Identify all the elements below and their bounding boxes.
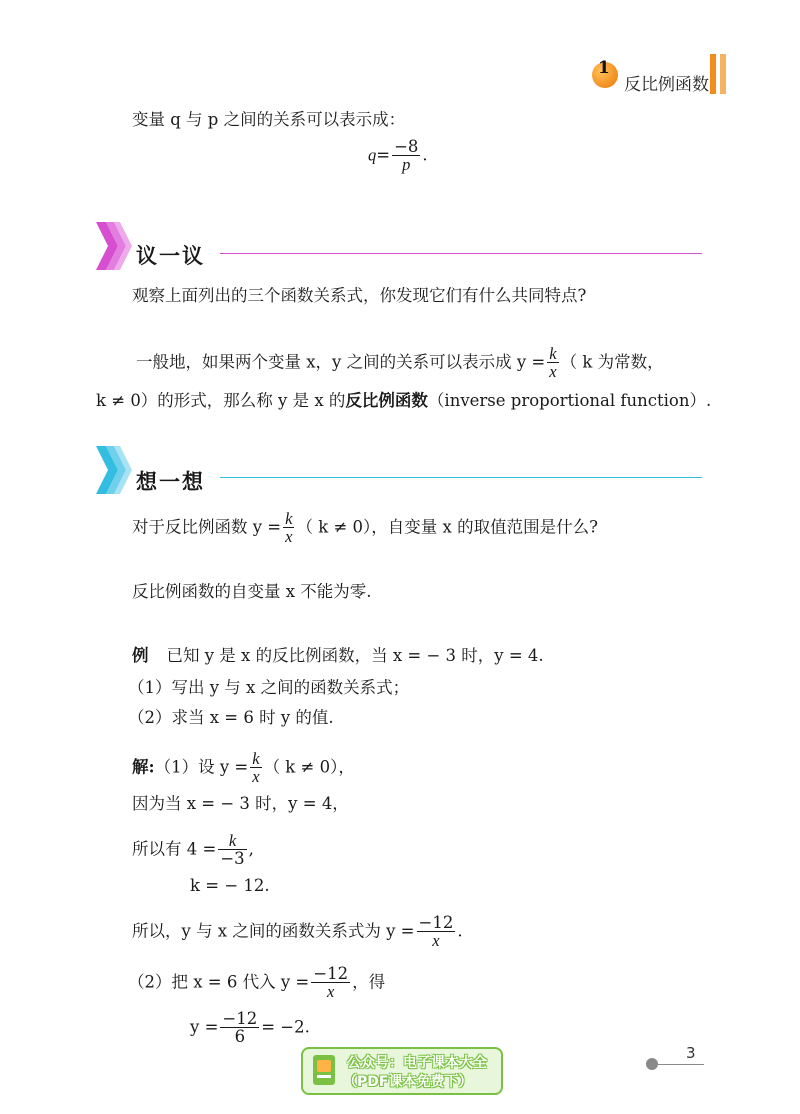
think-rule [220, 477, 702, 478]
solution-step3-denominator: −3 [220, 849, 245, 869]
solution-step1-numerator: k [252, 749, 260, 768]
solution-step1 [132, 750, 355, 786]
definition-term: 反比例函数 [345, 391, 428, 410]
book-icon [313, 1055, 335, 1085]
solution-step1-denominator: x [252, 767, 260, 787]
discuss-title: 议一议 [136, 243, 205, 268]
page-number-rule [658, 1064, 704, 1065]
think-denominator: x [285, 527, 293, 547]
eq-equals: = [376, 145, 391, 165]
think-answer: 反比例函数的自变量 x 不能为零. [132, 582, 372, 601]
discuss-chevron-icon [96, 222, 132, 270]
solution-step7-b: = −2. [261, 1017, 310, 1037]
solution-step7-numerator: −12 [222, 1009, 258, 1028]
eq-period: . [422, 145, 428, 165]
definition-text-d: （inverse proportional function）. [427, 391, 712, 410]
chapter-number: 1 [598, 58, 610, 78]
eq-numerator: −8 [394, 137, 419, 156]
solution-step6-a: （2）把 x = 6 代入 y = [128, 972, 310, 992]
think-chevron-icon [96, 446, 132, 494]
solution-step5-b: . [457, 921, 463, 941]
header-bar-dark [710, 54, 716, 94]
example-part1: （1）写出 y 与 x 之间的函数关系式； [128, 678, 410, 697]
solution-step7-a: y = [190, 1017, 219, 1037]
think-numerator: k [285, 509, 293, 528]
solution-label: 解: [132, 757, 155, 777]
solution-step7-denominator: 6 [234, 1027, 246, 1047]
think-question-a: 对于反比例函数 y = [132, 517, 282, 537]
definition-text-b: （ k 为常数， [560, 352, 664, 372]
solution-step1-a: （1）设 y = [154, 757, 249, 777]
solution-step6-denominator: x [327, 982, 335, 1002]
think-title: 想一想 [136, 469, 205, 494]
relation-text: 变量 q 与 p 之间的关系可以表示成： [132, 110, 406, 129]
solution-step6-numerator: −12 [313, 964, 349, 983]
solution-step3-a: 所以有 4 = [132, 839, 217, 859]
eq-denominator: p [402, 155, 411, 175]
solution-step6 [128, 965, 385, 1001]
solution-step5-denominator: x [432, 931, 440, 951]
solution-step3-b: , [248, 839, 254, 859]
think-fraction [283, 510, 294, 546]
solution-step3-numerator: k [218, 832, 246, 850]
watermark-line2: （PDF课本免费下） [343, 1074, 473, 1090]
page-number: 3 [686, 1044, 696, 1062]
definition-line2 [96, 389, 711, 413]
solution-step6-fraction [311, 965, 350, 1001]
relation-equation [368, 138, 428, 174]
discuss-rule [220, 253, 702, 254]
solution-step1-fraction [250, 750, 261, 786]
definition-text-c: k ≠ 0）的形式，那么称 y 是 x 的 [96, 391, 346, 410]
example-part2: （2）求当 x = 6 时 y 的值. [128, 708, 334, 727]
solution-step2: 因为当 x = − 3 时，y = 4， [132, 794, 349, 813]
solution-step5-numerator: −12 [418, 913, 454, 932]
solution-step5-a: 所以，y 与 x 之间的函数关系式为 y = [132, 921, 415, 941]
chapter-header [590, 58, 740, 98]
example-statement: 已知 y 是 x 的反比例函数，当 x = − 3 时，y = 4. [166, 646, 544, 665]
definition-line1 [136, 345, 664, 381]
solution-step7 [190, 1010, 310, 1046]
example-statement-line [132, 644, 544, 668]
solution-step3 [132, 832, 254, 868]
definition-numerator: k [549, 344, 557, 363]
solution-step3-fraction [218, 832, 246, 868]
eq-lhs: q [368, 145, 377, 165]
solution-step1-b: （ k ≠ 0）， [263, 757, 355, 777]
chapter-title: 反比例函数 [624, 75, 709, 95]
definition-denominator: x [549, 362, 557, 382]
header-bar-light [720, 54, 726, 94]
watermark-line1: 公众号：电子课本大全 [347, 1055, 487, 1071]
solution-step4: k = − 12. [190, 876, 270, 895]
think-question [132, 510, 598, 546]
solution-step5 [132, 914, 463, 950]
example-label: 例 [132, 646, 149, 665]
page-number-dot [646, 1058, 658, 1070]
watermark-badge [301, 1047, 503, 1095]
definition-fraction [547, 345, 558, 381]
definition-text-a: 一般地，如果两个变量 x，y 之间的关系可以表示成 y = [136, 352, 546, 372]
think-question-b: （ k ≠ 0），自变量 x 的取值范围是什么? [296, 517, 598, 537]
eq-fraction [392, 138, 420, 174]
solution-step6-b: ，得 [352, 972, 386, 992]
solution-step7-fraction [220, 1010, 259, 1046]
discuss-question: 观察上面列出的三个函数关系式，你发现它们有什么共同特点? [132, 286, 587, 305]
solution-step5-fraction [417, 914, 456, 950]
